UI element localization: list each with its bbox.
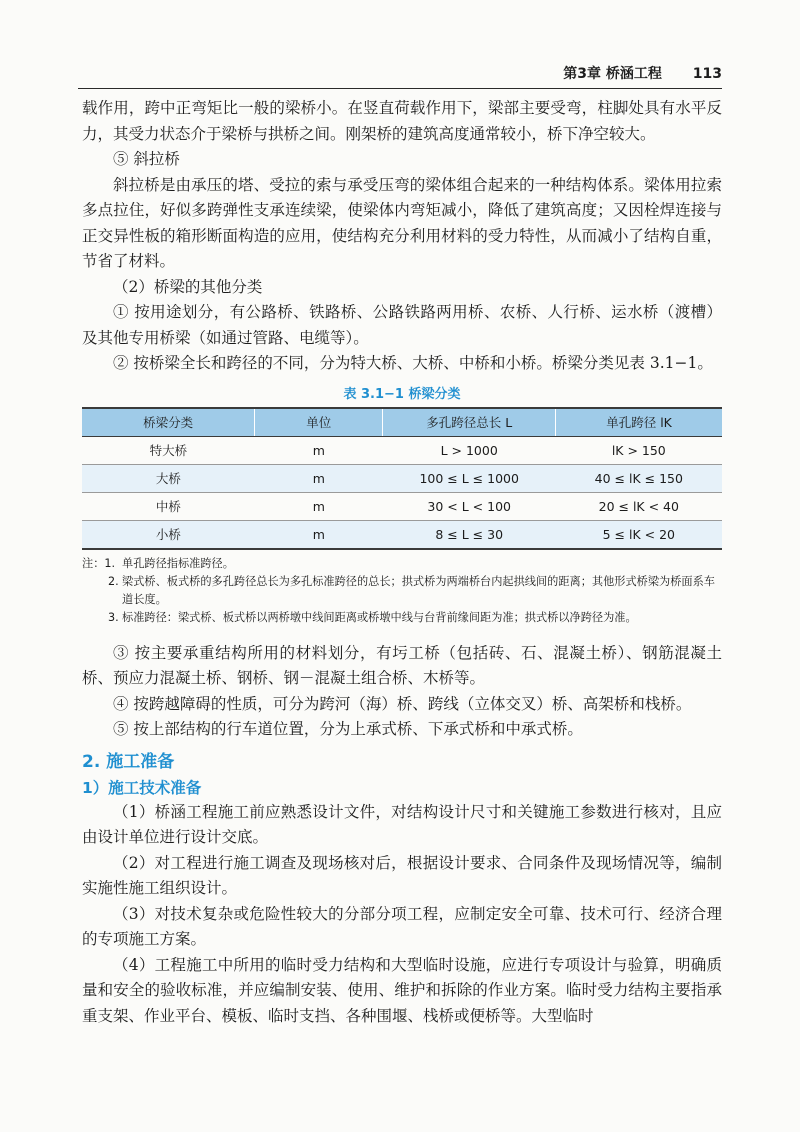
list-heading: （2）桥梁的其他分类 <box>113 277 263 296</box>
table-cell: m <box>255 464 383 492</box>
table-cell: 20 ≤ lK < 40 <box>556 492 722 520</box>
table-cell: L > 1000 <box>383 436 556 464</box>
note-text: 梁式桥、板式桥的多孔跨径总长为多孔标准跨径的总长；拱式桥为两端桥台内起拱线间的距离；其他形式桥梁为桥面系车道长度。 <box>122 574 715 606</box>
list-heading: ⑤ 斜拉桥 <box>113 150 180 168</box>
paragraph: ② 按桥梁全长和跨径的不同，分为特大桥、大桥、中桥和小桥。桥梁分类见表 3.1−1。 <box>113 354 713 372</box>
paragraph: ③ 按主要承重结构所用的材料划分，有圬工桥（包括砖、石、混凝土桥）、钢筋混凝土桥、预应力混凝土桥、钢桥、钢－混凝土组合桥、木桥等。 <box>82 643 722 687</box>
paragraph: （1）桥涵工程施工前应熟悉设计文件，对结构设计尺寸和关键施工参数进行核对，且应由设计单位进行设计交底。 <box>82 802 722 846</box>
paragraph: ⑤ 按上部结构的行车道位置，分为上承式桥、下承式桥和中承式桥。 <box>113 720 583 738</box>
paragraph: （2）对工程进行施工调查及现场核对后，根据设计要求、合同条件及现场情况等，编制实施性施工组织设计。 <box>82 853 722 897</box>
table-cell: m <box>255 436 383 464</box>
note-text: 单孔跨径指标准跨径。 <box>122 556 234 570</box>
note-number: 2. <box>108 574 119 588</box>
note-number: 注：1. <box>82 556 116 570</box>
table-cell: 100 ≤ L ≤ 1000 <box>383 464 556 492</box>
table-row <box>82 520 722 549</box>
table-cell: 大桥 <box>82 464 255 492</box>
table-cell: 特大桥 <box>82 436 255 464</box>
note-number: 3. <box>108 610 119 624</box>
paragraph: （4）工程施工中所用的临时受力结构和大型临时设施，应进行专项设计与验算，明确质量和安全的验收标准，并应编制安装、使用、维护和拆除的作业方案。临时受力结构主要指承重支架、作业平台、模板、临时支挡、各种围堰、栈桥或便桥等。大型临时 <box>82 955 722 1025</box>
note-text: 标准跨径：梁式桥、板式桥以两桥墩中线间距离或桥墩中线与台背前缘间距为准；拱式桥以净跨径为准。 <box>122 610 637 624</box>
table-header-row <box>82 408 722 437</box>
table-cell: 小桥 <box>82 520 255 549</box>
paragraph: 载作用，跨中正弯矩比一般的梁桥小。在竖直荷载作用下，梁部主要受弯，柱脚处具有水平反力，其受力状态介于梁桥与拱桥之间。刚架桥的建筑高度通常较小，桥下净空较大。 <box>82 99 722 143</box>
table-cell: 8 ≤ L ≤ 30 <box>383 520 556 549</box>
page-number: 113 <box>692 66 722 82</box>
running-header <box>78 62 722 89</box>
subsection-title: 1）施工技术准备 <box>82 778 202 797</box>
paragraph: ① 按用途划分，有公路桥、铁路桥、公路铁路两用桥、农桥、人行桥、运水桥（渡槽）及其他专用桥梁（如通过管路、电缆等）。 <box>82 303 722 347</box>
table-row <box>82 436 722 464</box>
section-title: 2. 施工准备 <box>82 751 175 772</box>
bridge-classification-table <box>82 407 722 550</box>
table-row <box>82 492 722 520</box>
table-cell: lK > 150 <box>556 436 722 464</box>
table-cell: 30 < L < 100 <box>383 492 556 520</box>
table-row <box>82 464 722 492</box>
table-header-cell: 单位 <box>255 408 383 437</box>
table-note <box>82 555 722 573</box>
table-note <box>82 573 722 609</box>
table-cell: 5 ≤ lK < 20 <box>556 520 722 549</box>
table-header-cell: 单孔跨径 lK <box>556 408 722 437</box>
paragraph: ④ 按跨越障碍的性质，可分为跨河（海）桥、跨线（立体交叉）桥、高架桥和栈桥。 <box>113 694 692 713</box>
table-cell: m <box>255 520 383 549</box>
table-header-cell: 多孔跨径总长 L <box>383 408 556 437</box>
table-cell: m <box>255 492 383 520</box>
table-cell: 中桥 <box>82 492 255 520</box>
table-cell: 40 ≤ lK ≤ 150 <box>556 464 722 492</box>
table-caption: 表 3.1−1 桥梁分类 <box>343 386 461 402</box>
table-header-cell: 桥梁分类 <box>82 408 255 437</box>
paragraph: （3）对技术复杂或危险性较大的分部分项工程，应制定安全可靠、技术可行、经济合理的专项施工方案。 <box>82 904 722 948</box>
chapter-title: 第3章 桥涵工程 <box>563 66 662 82</box>
table-note <box>82 609 722 627</box>
page-content <box>82 96 722 1029</box>
paragraph: 斜拉桥是由承压的塔、受拉的索与承受压弯的梁体组合起来的一种结构体系。梁体用拉索多点拉住，好似多跨弹性支承连续梁，使梁体内弯矩减小，降低了建筑高度；又因栓焊连接与正交异性板的箱形断面构造的应用，使结构充分利用材料的受力特性，从而减小了结构自重，节省了材料。 <box>82 175 722 270</box>
table-notes <box>82 555 722 627</box>
